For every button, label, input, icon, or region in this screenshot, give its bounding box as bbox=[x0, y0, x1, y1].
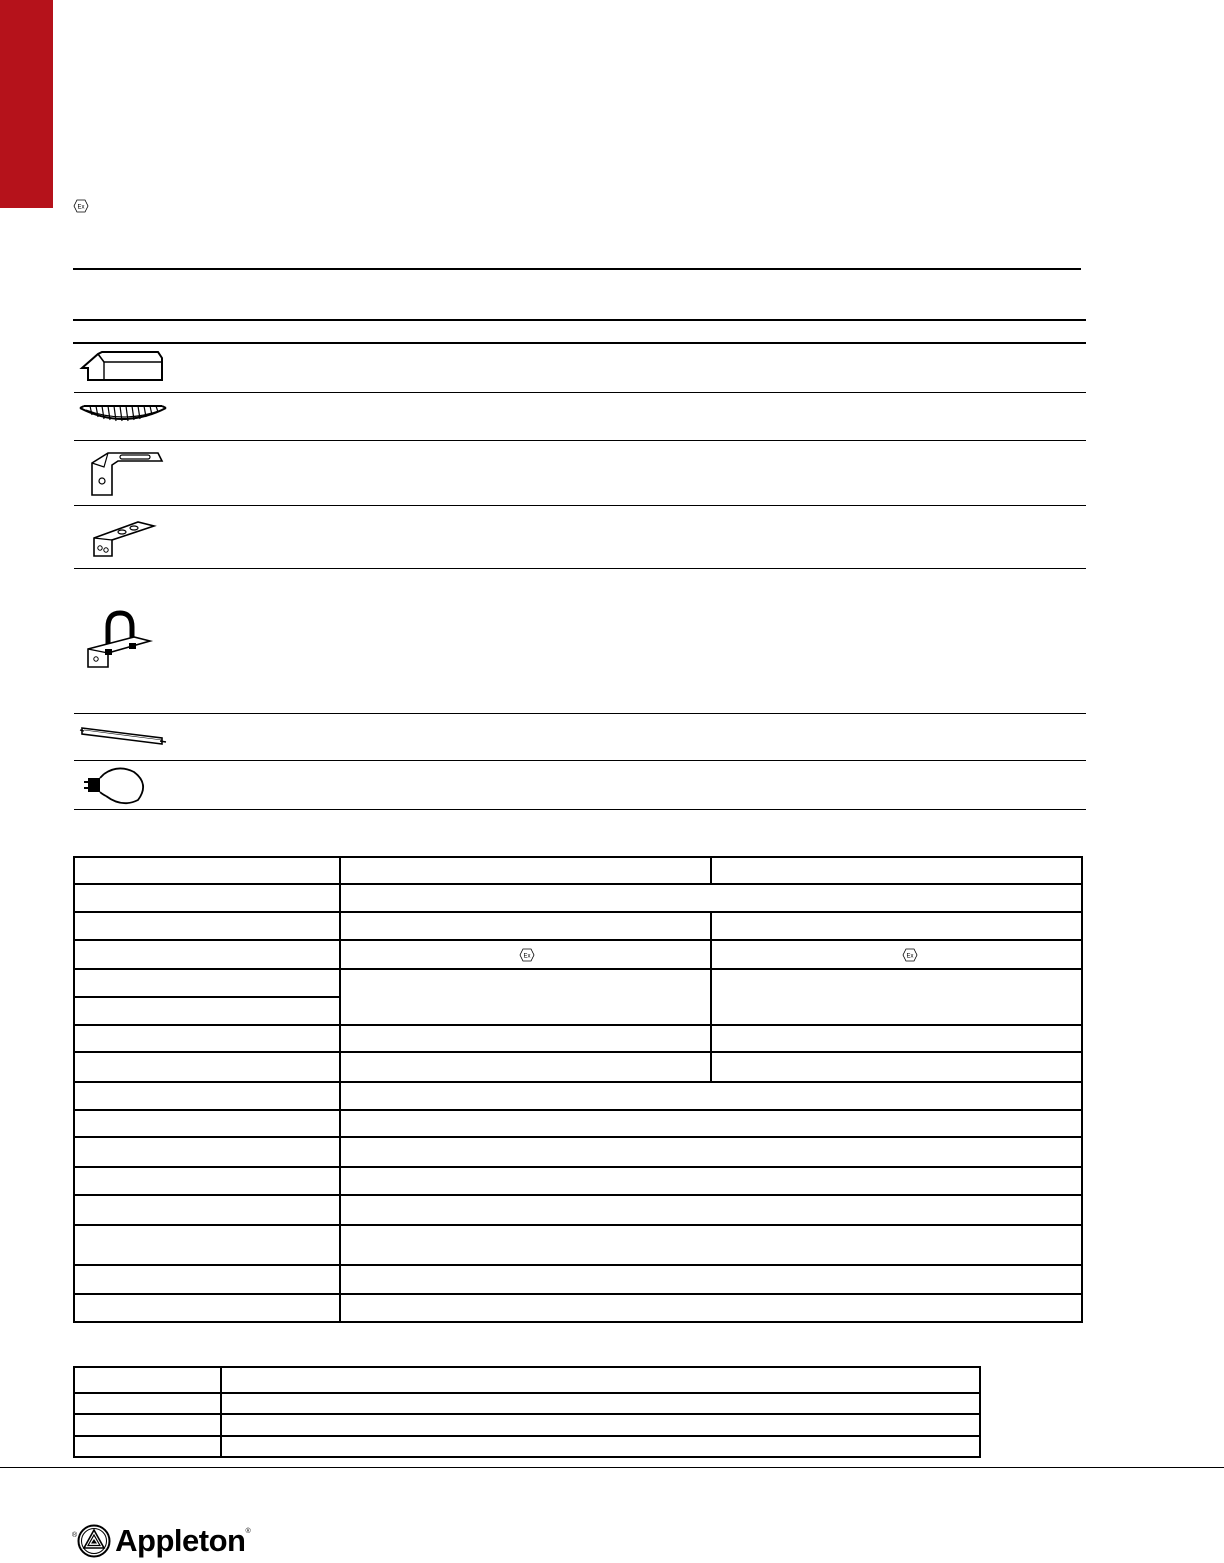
option-key bbox=[74, 1367, 221, 1393]
spec-value bbox=[711, 1052, 1082, 1082]
option-key bbox=[74, 1436, 221, 1457]
specifications-table bbox=[73, 856, 1083, 1323]
list-item bbox=[74, 506, 1086, 569]
table-row bbox=[74, 940, 1082, 969]
table-row bbox=[74, 1195, 1082, 1225]
table-row bbox=[74, 1367, 980, 1393]
spec-value bbox=[340, 1195, 1082, 1225]
spec-value bbox=[340, 1052, 711, 1082]
spec-value bbox=[340, 1265, 1082, 1294]
brand-logo bbox=[72, 1523, 251, 1559]
option-value bbox=[221, 1436, 980, 1457]
spec-label bbox=[74, 969, 340, 997]
spec-label bbox=[74, 884, 340, 912]
section-tab bbox=[0, 0, 53, 208]
spec-value bbox=[711, 940, 1082, 969]
table-row bbox=[74, 1110, 1082, 1137]
table-row bbox=[74, 1393, 980, 1414]
list-item bbox=[74, 569, 1086, 714]
u-bolt-clamp-icon bbox=[78, 609, 168, 676]
table-row bbox=[74, 1052, 1082, 1082]
svg-text:Ex: Ex bbox=[906, 953, 914, 960]
option-value bbox=[221, 1367, 980, 1393]
spec-value bbox=[711, 857, 1082, 884]
ex-hexagon-icon bbox=[902, 948, 918, 962]
table-row bbox=[74, 1025, 1082, 1052]
table-row bbox=[74, 1265, 1082, 1294]
option-value bbox=[221, 1393, 980, 1414]
list-item bbox=[74, 441, 1086, 506]
accessories-header-rule bbox=[73, 319, 1086, 321]
reflector-icon bbox=[78, 350, 164, 389]
spec-label bbox=[74, 912, 340, 940]
spec-value bbox=[340, 1225, 1082, 1265]
spec-label bbox=[74, 1110, 340, 1137]
spec-value bbox=[340, 1082, 1082, 1110]
list-item bbox=[74, 393, 1086, 441]
spec-value bbox=[340, 857, 711, 884]
table-row bbox=[74, 912, 1082, 940]
svg-text:Ex: Ex bbox=[77, 204, 85, 211]
ex-hexagon-icon bbox=[519, 948, 535, 962]
wire-guard-icon bbox=[78, 402, 168, 433]
spec-value bbox=[711, 912, 1082, 940]
spec-label bbox=[74, 1265, 340, 1294]
option-value bbox=[221, 1414, 980, 1436]
spec-label bbox=[74, 1025, 340, 1052]
table-row bbox=[74, 1167, 1082, 1195]
registered-mark: ® bbox=[245, 1527, 251, 1535]
spec-label bbox=[74, 940, 340, 969]
list-item bbox=[74, 761, 1086, 810]
table-row bbox=[74, 1082, 1082, 1110]
table-row bbox=[74, 1294, 1082, 1322]
table-row bbox=[74, 1225, 1082, 1265]
spec-label bbox=[74, 997, 340, 1025]
list-item bbox=[74, 714, 1086, 761]
lamp-bulb-icon bbox=[78, 764, 168, 811]
brand-name: Appleton bbox=[115, 1523, 246, 1558]
angle-bracket-icon bbox=[78, 516, 168, 565]
table-row bbox=[74, 1414, 980, 1436]
svg-text:Ex: Ex bbox=[523, 953, 531, 960]
appleton-triangle-logo-icon bbox=[77, 1524, 111, 1558]
spec-label bbox=[74, 1082, 340, 1110]
options-table bbox=[73, 1366, 981, 1458]
spec-label bbox=[74, 1052, 340, 1082]
section-divider bbox=[73, 268, 1081, 270]
spec-value bbox=[340, 1167, 1082, 1195]
ex-hexagon-icon bbox=[73, 199, 89, 213]
table-row bbox=[74, 1436, 980, 1457]
spec-value bbox=[340, 912, 711, 940]
spec-value bbox=[340, 884, 1082, 912]
spec-label bbox=[74, 1137, 340, 1167]
spec-label bbox=[74, 1167, 340, 1195]
spec-label bbox=[74, 1225, 340, 1265]
spec-value bbox=[340, 1294, 1082, 1322]
option-key bbox=[74, 1393, 221, 1414]
table-row bbox=[74, 884, 1082, 912]
option-key bbox=[74, 1414, 221, 1436]
spec-value bbox=[711, 969, 1082, 1025]
spec-label bbox=[74, 857, 340, 884]
fluorescent-tube-icon bbox=[78, 724, 168, 751]
spec-label bbox=[74, 1294, 340, 1322]
mounting-bracket-icon bbox=[78, 447, 168, 504]
list-item bbox=[74, 343, 1086, 393]
table-row bbox=[74, 857, 1082, 884]
spec-label bbox=[74, 1195, 340, 1225]
spec-value bbox=[711, 1025, 1082, 1052]
spec-value bbox=[340, 1025, 711, 1052]
spec-value bbox=[340, 940, 711, 969]
table-row bbox=[74, 969, 1082, 997]
spec-value bbox=[340, 1137, 1082, 1167]
registered-mark: ® bbox=[72, 1531, 78, 1539]
table-row bbox=[74, 1137, 1082, 1167]
spec-value bbox=[340, 1110, 1082, 1137]
footer-divider bbox=[0, 1467, 1224, 1468]
spec-value bbox=[340, 969, 711, 1025]
